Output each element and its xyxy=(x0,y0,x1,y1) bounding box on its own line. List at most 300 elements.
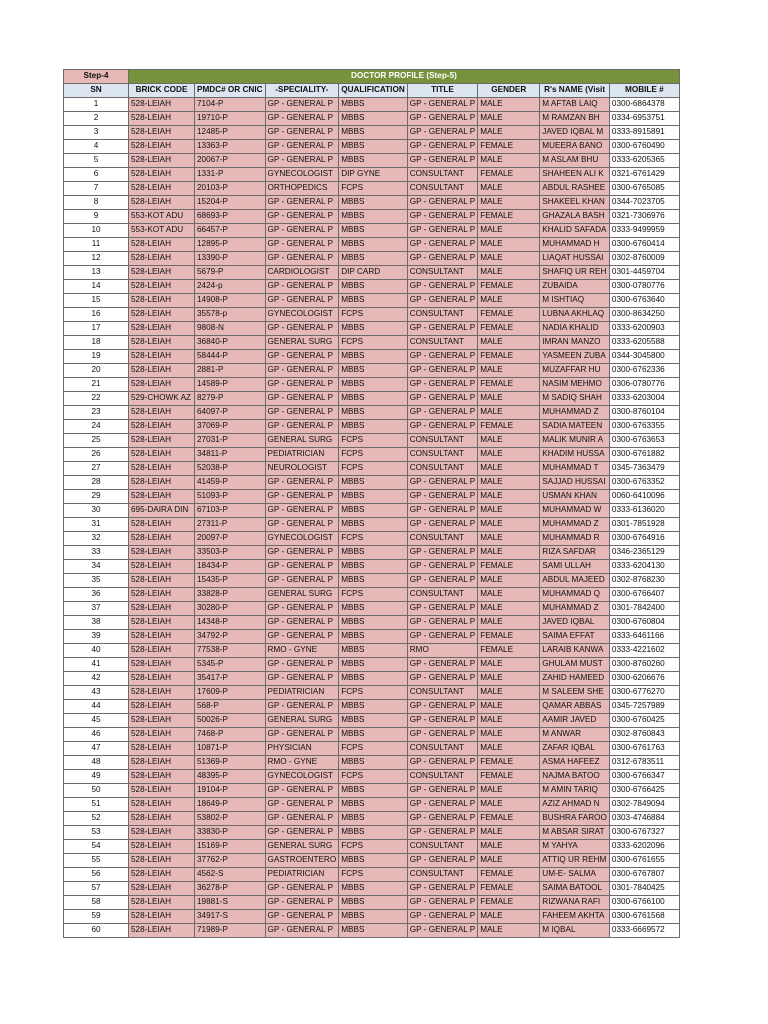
gender-cell[interactable]: MALE xyxy=(478,742,540,756)
title-cell[interactable]: GP - GENERAL P xyxy=(407,602,478,616)
mobile-cell[interactable]: 0301-7840425 xyxy=(609,882,679,896)
mobile-cell[interactable]: 0333-6204130 xyxy=(609,560,679,574)
mobile-cell[interactable]: 0345-7257989 xyxy=(609,700,679,714)
gender-cell[interactable]: MALE xyxy=(478,476,540,490)
rep-name-cell[interactable]: KHALID SAFADA xyxy=(540,224,610,238)
mobile-cell[interactable]: 0345-7363479 xyxy=(609,462,679,476)
sn-cell[interactable]: 33 xyxy=(64,546,129,560)
mobile-cell[interactable]: 0321-6761429 xyxy=(609,168,679,182)
gender-cell[interactable]: MALE xyxy=(478,392,540,406)
qualification-cell[interactable]: MBBS xyxy=(339,854,408,868)
qualification-cell[interactable]: MBBS xyxy=(339,574,408,588)
gender-cell[interactable]: FEMALE xyxy=(478,168,540,182)
gender-cell[interactable]: MALE xyxy=(478,910,540,924)
mobile-cell[interactable]: 0300-6760425 xyxy=(609,714,679,728)
rep-name-cell[interactable]: M SADIQ SHAH xyxy=(540,392,610,406)
rep-name-cell[interactable]: GHULAM MUST xyxy=(540,658,610,672)
mobile-cell[interactable]: 0300-6761882 xyxy=(609,448,679,462)
mobile-cell[interactable]: 0300-6760804 xyxy=(609,616,679,630)
brick-code-cell[interactable]: 528-LEIAH xyxy=(129,868,195,882)
step-4-label[interactable]: Step-4 xyxy=(64,70,129,84)
brick-code-cell[interactable]: 528-LEIAH xyxy=(129,420,195,434)
title-cell[interactable]: GP - GENERAL P xyxy=(407,406,478,420)
brick-code-cell[interactable]: 528-LEIAH xyxy=(129,266,195,280)
qualification-cell[interactable]: MBBS xyxy=(339,518,408,532)
pmdc-cell[interactable]: 20097-P xyxy=(195,532,266,546)
gender-cell[interactable]: MALE xyxy=(478,504,540,518)
brick-code-cell[interactable]: 528-LEIAH xyxy=(129,322,195,336)
title-cell[interactable]: GP - GENERAL P xyxy=(407,238,478,252)
brick-code-cell[interactable]: 528-LEIAH xyxy=(129,798,195,812)
pmdc-cell[interactable]: 9808-N xyxy=(195,322,266,336)
title-cell[interactable]: GP - GENERAL P xyxy=(407,112,478,126)
pmdc-cell[interactable]: 14589-P xyxy=(195,378,266,392)
gender-cell[interactable]: MALE xyxy=(478,196,540,210)
mobile-cell[interactable]: 0300-6776270 xyxy=(609,686,679,700)
pmdc-cell[interactable]: 34811-P xyxy=(195,448,266,462)
gender-cell[interactable]: MALE xyxy=(478,826,540,840)
qualification-cell[interactable]: FCPS xyxy=(339,588,408,602)
gender-cell[interactable]: FEMALE xyxy=(478,812,540,826)
sn-cell[interactable]: 29 xyxy=(64,490,129,504)
sn-cell[interactable]: 1 xyxy=(64,98,129,112)
rep-name-cell[interactable]: M YAHYA xyxy=(540,840,610,854)
qualification-cell[interactable]: MBBS xyxy=(339,112,408,126)
rep-name-cell[interactable]: M AFTAB LAIQ xyxy=(540,98,610,112)
pmdc-cell[interactable]: 51369-P xyxy=(195,756,266,770)
qualification-cell[interactable]: MBBS xyxy=(339,616,408,630)
brick-code-cell[interactable]: 528-LEIAH xyxy=(129,770,195,784)
speciality-cell[interactable]: RMO - GYNE xyxy=(265,756,339,770)
qualification-cell[interactable]: MBBS xyxy=(339,364,408,378)
mobile-cell[interactable]: 0302-8760843 xyxy=(609,728,679,742)
brick-code-cell[interactable]: 528-LEIAH xyxy=(129,714,195,728)
sn-cell[interactable]: 24 xyxy=(64,420,129,434)
title-cell[interactable]: GP - GENERAL P xyxy=(407,574,478,588)
brick-code-cell[interactable]: 528-LEIAH xyxy=(129,532,195,546)
rep-name-cell[interactable]: M RAMZAN BH xyxy=(540,112,610,126)
rep-name-cell[interactable]: RIZWANA RAFI xyxy=(540,896,610,910)
title-cell[interactable]: GP - GENERAL P xyxy=(407,140,478,154)
mobile-cell[interactable]: 0333-6205365 xyxy=(609,154,679,168)
mobile-cell[interactable]: 0300-8760260 xyxy=(609,658,679,672)
title-cell[interactable]: GP - GENERAL P xyxy=(407,728,478,742)
title-cell[interactable]: GP - GENERAL P xyxy=(407,546,478,560)
pmdc-cell[interactable]: 7104-P xyxy=(195,98,266,112)
title-cell[interactable]: GP - GENERAL P xyxy=(407,490,478,504)
title-cell[interactable]: GP - GENERAL P xyxy=(407,882,478,896)
sn-cell[interactable]: 6 xyxy=(64,168,129,182)
sn-cell[interactable]: 47 xyxy=(64,742,129,756)
mobile-cell[interactable]: 0300-0780776 xyxy=(609,280,679,294)
mobile-cell[interactable]: 0333-9499959 xyxy=(609,224,679,238)
speciality-cell[interactable]: GASTROENTERO xyxy=(265,854,339,868)
mobile-cell[interactable]: 0300-6763640 xyxy=(609,294,679,308)
mobile-header[interactable]: MOBILE # xyxy=(609,84,679,98)
title-cell[interactable]: GP - GENERAL P xyxy=(407,154,478,168)
title-cell[interactable]: GP - GENERAL P xyxy=(407,504,478,518)
speciality-cell[interactable]: GP - GENERAL P xyxy=(265,504,339,518)
gender-cell[interactable]: FEMALE xyxy=(478,308,540,322)
rep-name-cell[interactable]: SAIMA BATOOL xyxy=(540,882,610,896)
brick-code-cell[interactable]: 528-LEIAH xyxy=(129,840,195,854)
speciality-cell[interactable]: GP - GENERAL P xyxy=(265,112,339,126)
mobile-cell[interactable]: 0302-7849094 xyxy=(609,798,679,812)
qualification-cell[interactable]: MBBS xyxy=(339,322,408,336)
pmdc-cell[interactable]: 13363-P xyxy=(195,140,266,154)
gender-cell[interactable]: FEMALE xyxy=(478,210,540,224)
gender-cell[interactable]: FEMALE xyxy=(478,420,540,434)
gender-cell[interactable]: MALE xyxy=(478,840,540,854)
brick-code-cell[interactable]: 528-LEIAH xyxy=(129,630,195,644)
mobile-cell[interactable]: 0333-6461166 xyxy=(609,630,679,644)
gender-cell[interactable]: MALE xyxy=(478,154,540,168)
gender-cell[interactable]: MALE xyxy=(478,406,540,420)
brick-code-cell[interactable]: 528-LEIAH xyxy=(129,154,195,168)
mobile-cell[interactable]: 0300-6760490 xyxy=(609,140,679,154)
brick-code-cell[interactable]: 528-LEIAH xyxy=(129,574,195,588)
mobile-cell[interactable]: 0321-7306976 xyxy=(609,210,679,224)
pmdc-cell[interactable]: 15169-P xyxy=(195,840,266,854)
pmdc-cell[interactable]: 68693-P xyxy=(195,210,266,224)
sn-cell[interactable]: 48 xyxy=(64,756,129,770)
qualification-cell[interactable]: MBBS xyxy=(339,924,408,938)
gender-cell[interactable]: FEMALE xyxy=(478,896,540,910)
brick-code-cell[interactable]: 528-LEIAH xyxy=(129,336,195,350)
brick-code-cell[interactable]: 528-LEIAH xyxy=(129,406,195,420)
gender-cell[interactable]: MALE xyxy=(478,266,540,280)
sn-cell[interactable]: 28 xyxy=(64,476,129,490)
qualification-cell[interactable]: FCPS xyxy=(339,336,408,350)
title-header[interactable]: TITLE xyxy=(407,84,478,98)
pmdc-cell[interactable]: 66457-P xyxy=(195,224,266,238)
qualification-cell[interactable]: MBBS xyxy=(339,294,408,308)
pmdc-cell[interactable]: 48395-P xyxy=(195,770,266,784)
mobile-cell[interactable]: 0300-6762336 xyxy=(609,364,679,378)
gender-cell[interactable]: MALE xyxy=(478,728,540,742)
mobile-cell[interactable]: 0333-6202096 xyxy=(609,840,679,854)
qualification-cell[interactable]: MBBS xyxy=(339,154,408,168)
speciality-cell[interactable]: GP - GENERAL P xyxy=(265,490,339,504)
brick-code-cell[interactable]: 528-LEIAH xyxy=(129,644,195,658)
speciality-cell[interactable]: GP - GENERAL P xyxy=(265,574,339,588)
sn-cell[interactable]: 39 xyxy=(64,630,129,644)
brick-code-cell[interactable]: 528-LEIAH xyxy=(129,658,195,672)
mobile-cell[interactable]: 0300-6766407 xyxy=(609,588,679,602)
speciality-cell[interactable]: GP - GENERAL P xyxy=(265,140,339,154)
brick-code-cell[interactable]: 528-LEIAH xyxy=(129,672,195,686)
mobile-cell[interactable]: 0300-6761655 xyxy=(609,854,679,868)
gender-cell[interactable]: MALE xyxy=(478,714,540,728)
title-cell[interactable]: GP - GENERAL P xyxy=(407,280,478,294)
title-cell[interactable]: GP - GENERAL P xyxy=(407,826,478,840)
speciality-cell[interactable]: GP - GENERAL P xyxy=(265,364,339,378)
brick-code-cell[interactable]: 528-LEIAH xyxy=(129,112,195,126)
pmdc-cell[interactable]: 8279-P xyxy=(195,392,266,406)
title-cell[interactable]: GP - GENERAL P xyxy=(407,196,478,210)
pmdc-cell[interactable]: 15204-P xyxy=(195,196,266,210)
brick-code-cell[interactable]: 528-LEIAH xyxy=(129,168,195,182)
mobile-cell[interactable]: 0300-8760104 xyxy=(609,406,679,420)
sn-cell[interactable]: 35 xyxy=(64,574,129,588)
pmdc-cell[interactable]: 19710-P xyxy=(195,112,266,126)
brick-code-cell[interactable]: 528-LEIAH xyxy=(129,826,195,840)
sn-cell[interactable]: 46 xyxy=(64,728,129,742)
pmdc-cell[interactable]: 2881-P xyxy=(195,364,266,378)
sn-cell[interactable]: 57 xyxy=(64,882,129,896)
sn-cell[interactable]: 17 xyxy=(64,322,129,336)
brick-code-cell[interactable]: 528-LEIAH xyxy=(129,378,195,392)
title-cell[interactable]: CONSULTANT xyxy=(407,182,478,196)
sn-cell[interactable]: 41 xyxy=(64,658,129,672)
speciality-cell[interactable]: GENERAL SURG xyxy=(265,588,339,602)
rep-name-cell[interactable]: LUBNA AKHLAQ xyxy=(540,308,610,322)
brick-code-cell[interactable]: 528-LEIAH xyxy=(129,546,195,560)
qualification-cell[interactable]: FCPS xyxy=(339,532,408,546)
brick-code-cell[interactable]: 528-LEIAH xyxy=(129,812,195,826)
rep-name-cell[interactable]: ASMA HAFEEZ xyxy=(540,756,610,770)
sn-cell[interactable]: 50 xyxy=(64,784,129,798)
title-cell[interactable]: CONSULTANT xyxy=(407,840,478,854)
qualification-cell[interactable]: MBBS xyxy=(339,882,408,896)
sn-cell[interactable]: 44 xyxy=(64,700,129,714)
speciality-cell[interactable]: GP - GENERAL P xyxy=(265,924,339,938)
speciality-cell[interactable]: GP - GENERAL P xyxy=(265,896,339,910)
gender-cell[interactable]: FEMALE xyxy=(478,882,540,896)
brick-code-cell[interactable]: 528-LEIAH xyxy=(129,490,195,504)
rep-name-cell[interactable]: ABDUL MAJEED xyxy=(540,574,610,588)
speciality-cell[interactable]: GP - GENERAL P xyxy=(265,98,339,112)
gender-cell[interactable]: FEMALE xyxy=(478,756,540,770)
speciality-cell[interactable]: GP - GENERAL P xyxy=(265,672,339,686)
sn-cell[interactable]: 23 xyxy=(64,406,129,420)
qualification-cell[interactable]: MBBS xyxy=(339,350,408,364)
brick-code-cell[interactable]: 528-LEIAH xyxy=(129,476,195,490)
gender-cell[interactable]: FEMALE xyxy=(478,322,540,336)
qualification-cell[interactable]: MBBS xyxy=(339,196,408,210)
gender-cell[interactable]: MALE xyxy=(478,434,540,448)
mobile-cell[interactable]: 0300-6763653 xyxy=(609,434,679,448)
rep-name-cell[interactable]: MUHAMMAD R xyxy=(540,532,610,546)
qualification-cell[interactable]: DIP CARD xyxy=(339,266,408,280)
gender-cell[interactable]: MALE xyxy=(478,112,540,126)
mobile-cell[interactable]: 0333-6200903 xyxy=(609,322,679,336)
speciality-cell[interactable]: RMO - GYNE xyxy=(265,644,339,658)
sn-cell[interactable]: 13 xyxy=(64,266,129,280)
gender-cell[interactable]: MALE xyxy=(478,854,540,868)
mobile-cell[interactable]: 0300-6767327 xyxy=(609,826,679,840)
speciality-cell[interactable]: GP - GENERAL P xyxy=(265,350,339,364)
rep-name-cell[interactable]: M ABSAR SIRAT xyxy=(540,826,610,840)
speciality-cell[interactable]: GP - GENERAL P xyxy=(265,224,339,238)
speciality-cell[interactable]: CARDIOLOGIST xyxy=(265,266,339,280)
rep-name-cell[interactable]: ZAFAR IQBAL xyxy=(540,742,610,756)
pmdc-cell[interactable]: 27311-P xyxy=(195,518,266,532)
title-cell[interactable]: CONSULTANT xyxy=(407,532,478,546)
gender-cell[interactable]: MALE xyxy=(478,98,540,112)
pmdc-cell[interactable]: 41459-P xyxy=(195,476,266,490)
sn-cell[interactable]: 8 xyxy=(64,196,129,210)
qualification-cell[interactable]: MBBS xyxy=(339,98,408,112)
brick-code-cell[interactable]: 528-LEIAH xyxy=(129,910,195,924)
title-cell[interactable]: GP - GENERAL P xyxy=(407,364,478,378)
rep-name-cell[interactable]: NADIA KHALID xyxy=(540,322,610,336)
gender-cell[interactable]: FEMALE xyxy=(478,280,540,294)
pmdc-cell[interactable]: 34917-S xyxy=(195,910,266,924)
mobile-cell[interactable]: 0333-6669572 xyxy=(609,924,679,938)
speciality-cell[interactable]: GP - GENERAL P xyxy=(265,728,339,742)
gender-cell[interactable]: MALE xyxy=(478,784,540,798)
qualification-cell[interactable]: MBBS xyxy=(339,910,408,924)
qualification-cell[interactable]: MBBS xyxy=(339,798,408,812)
brick-code-cell[interactable]: 528-LEIAH xyxy=(129,308,195,322)
pmdc-cell[interactable]: 18649-P xyxy=(195,798,266,812)
pmdc-cell[interactable]: 19881-S xyxy=(195,896,266,910)
speciality-cell[interactable]: PHYSICIAN xyxy=(265,742,339,756)
rep-name-cell[interactable]: SAMI ULLAH xyxy=(540,560,610,574)
sn-cell[interactable]: 40 xyxy=(64,644,129,658)
sn-cell[interactable]: 12 xyxy=(64,252,129,266)
speciality-cell[interactable]: GYNECOLOGIST xyxy=(265,770,339,784)
sn-cell[interactable]: 9 xyxy=(64,210,129,224)
speciality-cell[interactable]: GP - GENERAL P xyxy=(265,630,339,644)
brick-code-cell[interactable]: 528-LEIAH xyxy=(129,588,195,602)
pmdc-cell[interactable]: 7468-P xyxy=(195,728,266,742)
rep-name-cell[interactable]: JAVED IQBAL M xyxy=(540,126,610,140)
gender-cell[interactable]: MALE xyxy=(478,462,540,476)
brick-code-cell[interactable]: 528-LEIAH xyxy=(129,98,195,112)
brick-code-cell[interactable]: 528-LEIAH xyxy=(129,882,195,896)
brick-code-cell[interactable]: 528-LEIAH xyxy=(129,182,195,196)
sn-cell[interactable]: 4 xyxy=(64,140,129,154)
pmdc-cell[interactable]: 17609-P xyxy=(195,686,266,700)
rep-name-cell[interactable]: MUHAMMAD T xyxy=(540,462,610,476)
gender-cell[interactable]: MALE xyxy=(478,336,540,350)
qualification-cell[interactable]: MBBS xyxy=(339,700,408,714)
speciality-cell[interactable]: GP - GENERAL P xyxy=(265,882,339,896)
qualification-cell[interactable]: FCPS xyxy=(339,462,408,476)
mobile-cell[interactable]: 0300-6763352 xyxy=(609,476,679,490)
title-cell[interactable]: GP - GENERAL P xyxy=(407,350,478,364)
pmdc-cell[interactable]: 37762-P xyxy=(195,854,266,868)
rep-name-cell[interactable]: MUHAMMAD Z xyxy=(540,602,610,616)
title-cell[interactable]: CONSULTANT xyxy=(407,336,478,350)
qualification-cell[interactable]: MBBS xyxy=(339,560,408,574)
qualification-cell[interactable]: MBBS xyxy=(339,490,408,504)
title-cell[interactable]: RMO xyxy=(407,644,478,658)
pmdc-cell[interactable]: 71989-P xyxy=(195,924,266,938)
pmdc-cell[interactable]: 2424-p xyxy=(195,280,266,294)
pmdc-cell[interactable]: 33830-P xyxy=(195,826,266,840)
rep-name-cell[interactable]: NASIM MEHMO xyxy=(540,378,610,392)
brick-code-cell[interactable]: 528-LEIAH xyxy=(129,728,195,742)
qualification-cell[interactable]: FCPS xyxy=(339,868,408,882)
rep-name-cell[interactable]: GHAZALA BASH xyxy=(540,210,610,224)
title-cell[interactable]: CONSULTANT xyxy=(407,434,478,448)
speciality-cell[interactable]: GP - GENERAL P xyxy=(265,910,339,924)
speciality-cell[interactable]: GP - GENERAL P xyxy=(265,826,339,840)
speciality-cell[interactable]: GP - GENERAL P xyxy=(265,700,339,714)
brick-code-cell[interactable]: 553-KOT ADU xyxy=(129,210,195,224)
qualification-cell[interactable]: MBBS xyxy=(339,644,408,658)
qualification-cell[interactable]: MBBS xyxy=(339,630,408,644)
gender-cell[interactable]: FEMALE xyxy=(478,770,540,784)
pmdc-cell[interactable]: 27031-P xyxy=(195,434,266,448)
mobile-cell[interactable]: 0301-7842400 xyxy=(609,602,679,616)
qualification-cell[interactable]: FCPS xyxy=(339,770,408,784)
qualification-cell[interactable]: MBBS xyxy=(339,504,408,518)
gender-cell[interactable]: MALE xyxy=(478,238,540,252)
title-cell[interactable]: GP - GENERAL P xyxy=(407,784,478,798)
mobile-cell[interactable]: 0301-4459704 xyxy=(609,266,679,280)
speciality-cell[interactable]: GP - GENERAL P xyxy=(265,560,339,574)
pmdc-cell[interactable]: 13390-P xyxy=(195,252,266,266)
gender-cell[interactable]: MALE xyxy=(478,546,540,560)
mobile-cell[interactable]: 0300-6206676 xyxy=(609,672,679,686)
sn-cell[interactable]: 49 xyxy=(64,770,129,784)
brick-code-cell[interactable]: 528-LEIAH xyxy=(129,294,195,308)
sn-cell[interactable]: 59 xyxy=(64,910,129,924)
brick-code-cell[interactable]: 528-LEIAH xyxy=(129,924,195,938)
sn-cell[interactable]: 55 xyxy=(64,854,129,868)
brick-code-cell[interactable]: 528-LEIAH xyxy=(129,238,195,252)
mobile-cell[interactable]: 0300-6767807 xyxy=(609,868,679,882)
speciality-cell[interactable]: GP - GENERAL P xyxy=(265,812,339,826)
gender-cell[interactable]: MALE xyxy=(478,518,540,532)
brick-code-cell[interactable]: 528-LEIAH xyxy=(129,686,195,700)
title-cell[interactable]: CONSULTANT xyxy=(407,448,478,462)
qualification-cell[interactable]: MBBS xyxy=(339,658,408,672)
mobile-cell[interactable]: 0300-6765085 xyxy=(609,182,679,196)
brick-code-cell[interactable]: 695-DAIRA DIN xyxy=(129,504,195,518)
sn-cell[interactable]: 20 xyxy=(64,364,129,378)
speciality-cell[interactable]: ORTHOPEDICS xyxy=(265,182,339,196)
speciality-cell[interactable]: GP - GENERAL P xyxy=(265,784,339,798)
title-cell[interactable]: CONSULTANT xyxy=(407,308,478,322)
brick-code-cell[interactable]: 529-CHOWK AZ xyxy=(129,392,195,406)
gender-cell[interactable]: MALE xyxy=(478,588,540,602)
mobile-cell[interactable]: 0333-6205588 xyxy=(609,336,679,350)
pmdc-cell[interactable]: 51093-P xyxy=(195,490,266,504)
rep-name-cell[interactable]: LARAIB KANWA xyxy=(540,644,610,658)
gender-cell[interactable]: MALE xyxy=(478,616,540,630)
brick-code-cell[interactable]: 528-LEIAH xyxy=(129,854,195,868)
pmdc-cell[interactable]: 35417-P xyxy=(195,672,266,686)
title-cell[interactable]: GP - GENERAL P xyxy=(407,896,478,910)
sn-cell[interactable]: 10 xyxy=(64,224,129,238)
rep-name-cell[interactable]: ZUBAIDA xyxy=(540,280,610,294)
sn-cell[interactable]: 42 xyxy=(64,672,129,686)
qualification-cell[interactable]: MBBS xyxy=(339,238,408,252)
sn-cell[interactable]: 21 xyxy=(64,378,129,392)
sn-cell[interactable]: 51 xyxy=(64,798,129,812)
speciality-cell[interactable]: PEDIATRICIAN xyxy=(265,448,339,462)
mobile-cell[interactable]: 0302-8760009 xyxy=(609,252,679,266)
sn-cell[interactable]: 52 xyxy=(64,812,129,826)
rep-name-cell[interactable]: LIAQAT HUSSAI xyxy=(540,252,610,266)
qualification-cell[interactable]: MBBS xyxy=(339,224,408,238)
title-cell[interactable]: GP - GENERAL P xyxy=(407,252,478,266)
brick-code-cell[interactable]: 528-LEIAH xyxy=(129,896,195,910)
gender-cell[interactable]: MALE xyxy=(478,700,540,714)
pmdc-cell[interactable]: 568-P xyxy=(195,700,266,714)
brick-code-cell[interactable]: 528-LEIAH xyxy=(129,784,195,798)
qualification-cell[interactable]: MBBS xyxy=(339,546,408,560)
mobile-cell[interactable]: 0300-6761568 xyxy=(609,910,679,924)
gender-cell[interactable]: FEMALE xyxy=(478,560,540,574)
gender-cell[interactable]: MALE xyxy=(478,224,540,238)
sn-cell[interactable]: 37 xyxy=(64,602,129,616)
